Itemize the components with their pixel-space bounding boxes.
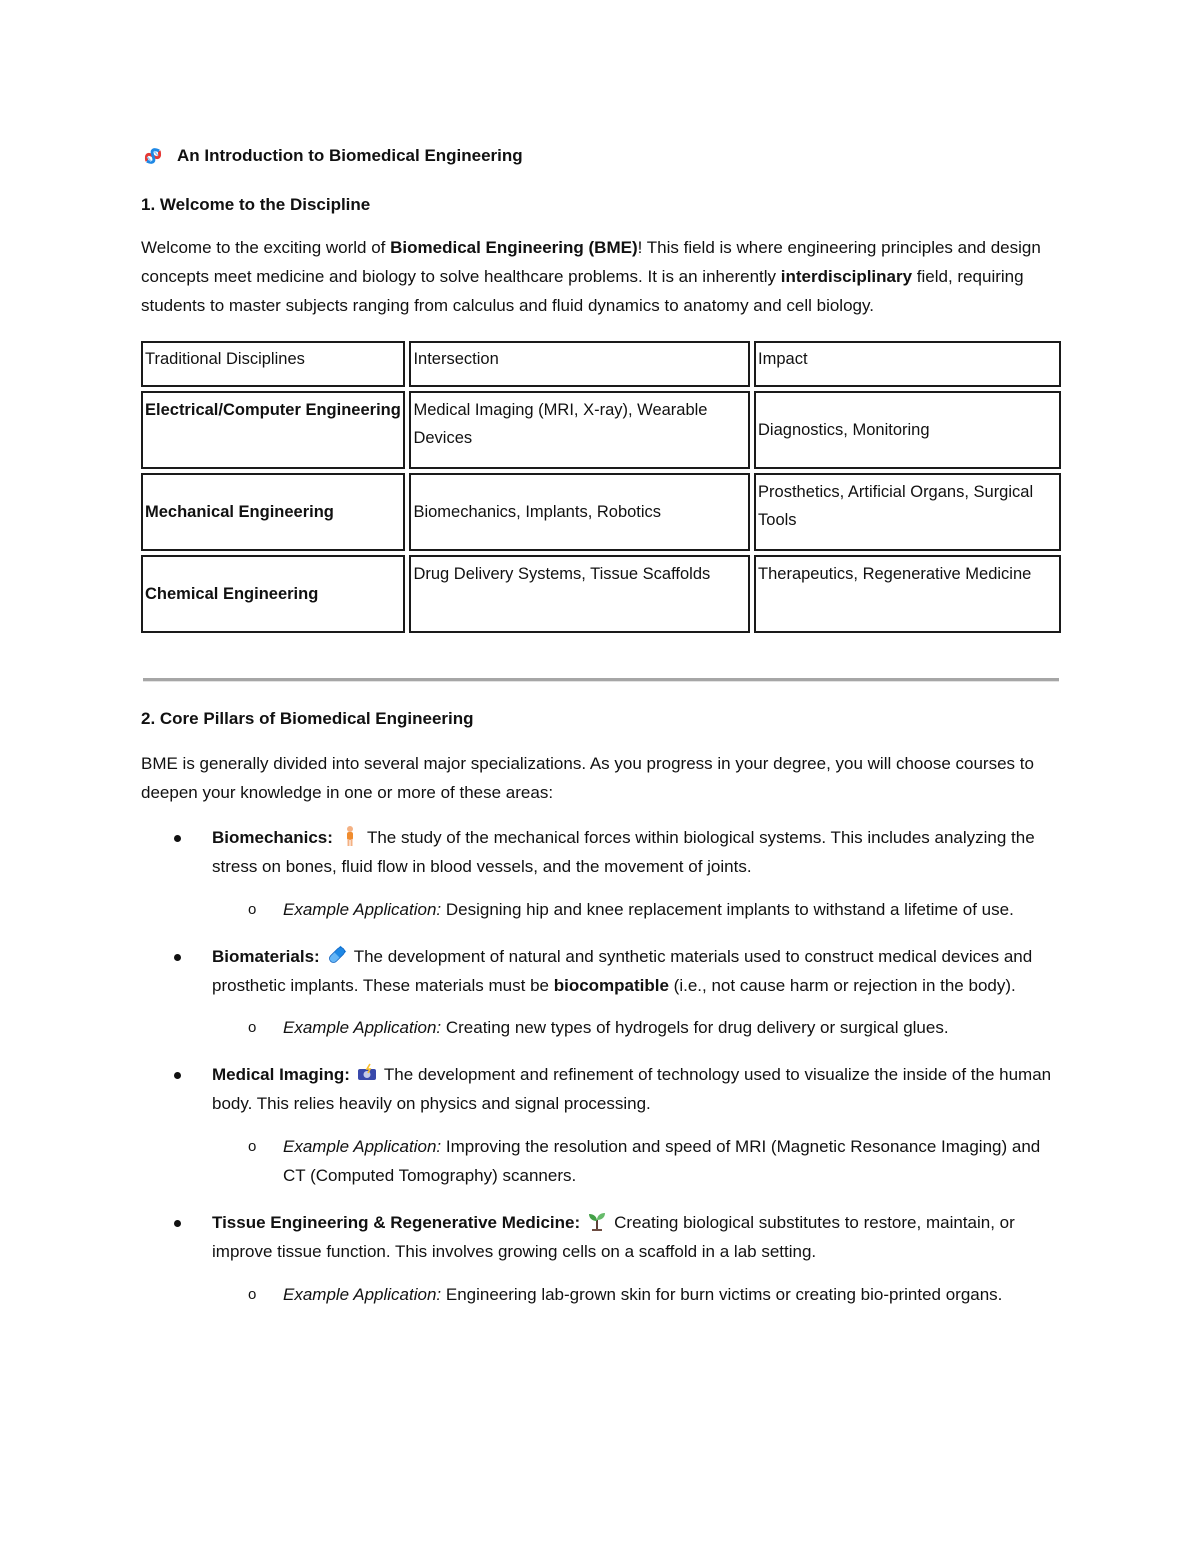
table-cell: Mechanical Engineering bbox=[141, 473, 405, 551]
table-cell: Biomechanics, Implants, Robotics bbox=[409, 473, 750, 551]
document-title bbox=[141, 143, 1061, 169]
table-row bbox=[141, 391, 1061, 469]
pill-icon bbox=[326, 944, 348, 966]
document-page bbox=[141, 143, 1061, 637]
list-item: Tissue Engineering & Regenerative Medicine: Creating biological substitutes to restore, maintain, or improve tissue function. This involves growing cells on a scaffold in a lab setting. o Example Application: Engineering lab-grown skin for burn victims or creating bio-printed organs. bbox=[141, 1208, 1061, 1309]
camera-flash-icon bbox=[356, 1062, 378, 1084]
table-cell: Drug Delivery Systems, Tissue Scaffolds bbox=[409, 555, 750, 633]
list-item: Medical Imaging: The development and refinement of technology used to visualize the inside of the human body. This relies heavily on physics and signal processing. o Example Application: Improving the resolution and speed of MRI (Magnetic Resonance Imaging) and CT (Computed Tomography) scanners. bbox=[141, 1060, 1061, 1190]
table-header-cell: Intersection bbox=[409, 341, 750, 387]
example-item: o Example Application: Improving the resolution and speed of MRI (Magnetic Resonance Imaging) and CT (Computed Tomography) scanners. bbox=[141, 1132, 1061, 1190]
example-item: o Example Application: Engineering lab-grown skin for burn victims or creating bio-printed organs. bbox=[141, 1280, 1061, 1309]
list-item: Biomaterials: The development of natural and synthetic materials used to construct medical devices and prosthetic implants. These materials must be biocompatible (i.e., not cause harm or rejection in the body). o Example Application: Creating new types of hydrogels for drug delivery or surgical glues. bbox=[141, 942, 1061, 1042]
table-cell: Medical Imaging (MRI, X-ray), Wearable Devices bbox=[409, 391, 750, 469]
table-header-cell: Traditional Disciplines bbox=[141, 341, 405, 387]
table-header-row bbox=[141, 341, 1061, 387]
table-row bbox=[141, 555, 1061, 633]
section1-paragraph: Welcome to the exciting world of Biomedical Engineering (BME)! This field is where engineering principles and design concepts meet medicine and biology to solve healthcare problems. It is an inherently interdisciplinary field, requiring students to master subjects ranging from calculus and fluid dynamics to anatomy and cell biology. bbox=[141, 238, 1041, 315]
section2-intro: BME is generally divided into several major specializations. As you progress in your degree, you will choose courses to deepen your knowledge in one or more of these areas: bbox=[141, 754, 1034, 802]
seedling-icon bbox=[586, 1210, 608, 1232]
table-cell: Electrical/Computer Engineering bbox=[141, 391, 405, 469]
table-cell: Diagnostics, Monitoring bbox=[754, 391, 1061, 469]
list-item: Biomechanics: The study of the mechanical forces within biological systems. This includes analyzing the stress on bones, fluid flow in blood vessels, and the movement of joints. o Example Application: Designing hip and knee replacement implants to withstand a lifetime of use. bbox=[141, 823, 1061, 924]
table-row bbox=[141, 473, 1061, 551]
table-header-cell: Impact bbox=[754, 341, 1061, 387]
title-text: An Introduction to Biomedical Engineering bbox=[177, 146, 523, 165]
section1-heading: 1. Welcome to the Discipline bbox=[141, 195, 371, 214]
person-standing-icon bbox=[339, 825, 361, 847]
section2 bbox=[141, 706, 1061, 1309]
example-item: o Example Application: Designing hip and knee replacement implants to withstand a lifetime of use. bbox=[141, 895, 1061, 924]
example-item: o Example Application: Creating new types of hydrogels for drug delivery or surgical glues. bbox=[141, 1013, 1061, 1042]
table-cell: Therapeutics, Regenerative Medicine bbox=[754, 555, 1061, 633]
disciplines-table bbox=[137, 337, 1065, 637]
table-cell: Chemical Engineering bbox=[141, 555, 405, 633]
pillars-list bbox=[141, 823, 1061, 1309]
dna-icon bbox=[141, 144, 165, 168]
horizontal-rule bbox=[143, 678, 1059, 681]
table-cell: Prosthetics, Artificial Organs, Surgical Tools bbox=[754, 473, 1061, 551]
section2-heading: 2. Core Pillars of Biomedical Engineering bbox=[141, 709, 474, 728]
